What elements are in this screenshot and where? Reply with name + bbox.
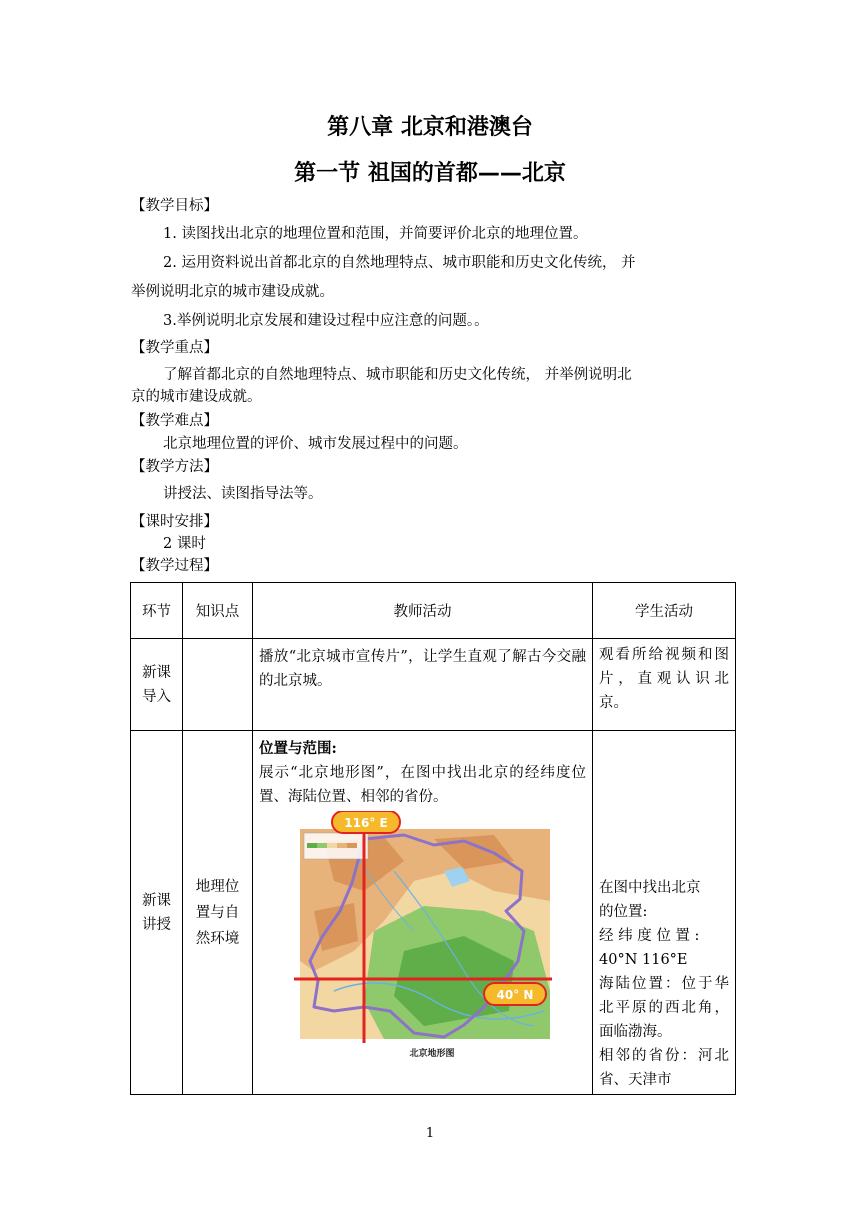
student-cell <box>593 731 736 1095</box>
schedule-text: 2 课时 <box>163 536 206 552</box>
teacher-cell <box>253 639 593 731</box>
stage-line: 新课 <box>142 664 171 681</box>
legend-swatch <box>327 843 337 848</box>
student-line: 40°N 116°E <box>599 952 688 968</box>
key-points-line2: 京的城市建设成就。 <box>131 389 262 405</box>
knowledge-cell <box>183 731 253 1095</box>
lesson-process-table <box>130 582 736 1095</box>
section-title: 第一节 祖国的首都——北京 <box>294 161 566 186</box>
chapter-title: 第八章 北京和港澳台 <box>327 115 533 140</box>
objective-2: 2. 运用资料说出首都北京的自然地理特点、城市职能和历史文化传统， 并 <box>163 255 636 271</box>
schedule-heading: 【课时安排】 <box>131 514 218 530</box>
teacher-activity: 展示“北京地形图”，在图中找出北京的经纬度位置、海陆位置、相邻的省份。 <box>259 765 586 805</box>
legend-swatch <box>337 843 347 848</box>
student-cell <box>593 639 736 731</box>
process-heading: 【教学过程】 <box>131 558 218 574</box>
student-activity: 观看所给视频和图片，直观认识北京。 <box>599 647 729 711</box>
student-line: 相邻的省份：河北省、天津市 <box>599 1048 729 1088</box>
teacher-heading: 位置与范围: <box>259 740 337 757</box>
stage-cell <box>131 731 183 1095</box>
beijing-terrain-map <box>294 811 552 1059</box>
teacher-cell <box>253 731 593 1095</box>
knowledge-line: 然环境 <box>195 930 240 947</box>
objective-3: 3.举例说明北京发展和建设过程中应注意的问题。。 <box>163 313 489 329</box>
student-line: 在图中找出北京 <box>599 880 701 896</box>
table-header-row <box>131 583 736 639</box>
objectives-heading: 【教学目标】 <box>131 198 218 214</box>
header-teacher: 教师活动 <box>253 583 593 639</box>
header-knowledge: 知识点 <box>183 583 253 639</box>
methods-heading: 【教学方法】 <box>131 459 218 475</box>
knowledge-cell <box>183 639 253 731</box>
longitude-label: 116° E <box>343 816 388 830</box>
stage-line: 讲授 <box>142 916 171 933</box>
latitude-label: 40° N <box>496 988 533 1002</box>
page-number: 1 <box>425 1126 435 1141</box>
stage-line: 导入 <box>142 688 171 705</box>
header-stage: 环节 <box>131 583 183 639</box>
legend-swatch <box>347 843 357 848</box>
header-student: 学生活动 <box>593 583 736 639</box>
student-line: 经 纬 度 位 置 : <box>599 928 700 944</box>
stage-line: 新课 <box>142 892 171 909</box>
stage-cell <box>131 639 183 731</box>
student-line: 海陆位置：位于华北平原的西北角，面临渤海。 <box>599 976 729 1040</box>
methods-text: 讲授法、读图指导法等。 <box>163 486 323 502</box>
knowledge-line: 地理位 <box>195 878 240 895</box>
teacher-activity: 播放“北京城市宣传片”，让学生直观了解古今交融的北京城。 <box>259 649 586 689</box>
key-points-heading: 【教学重点】 <box>131 340 218 356</box>
legend-swatch <box>307 843 317 848</box>
key-points-line1: 了解首都北京的自然地理特点、城市职能和历史文化传统， 并举例说明北 <box>163 367 632 383</box>
difficulties-text: 北京地理位置的评价、城市发展过程中的问题。 <box>163 436 468 452</box>
map-caption: 北京地形图 <box>408 1049 455 1059</box>
table-row-lecture <box>131 731 736 1095</box>
difficulties-heading: 【教学难点】 <box>131 413 218 429</box>
objective-1: 1. 读图找出北京的地理位置和范围，并简要评价北京的地理位置。 <box>163 226 588 242</box>
table-row-intro <box>131 639 736 731</box>
legend-swatch <box>317 843 327 848</box>
student-line: 的位置: <box>599 904 648 920</box>
objective-2-cont: 举例说明北京的城市建设成就。 <box>131 284 334 300</box>
knowledge-line: 置与自 <box>195 904 240 921</box>
